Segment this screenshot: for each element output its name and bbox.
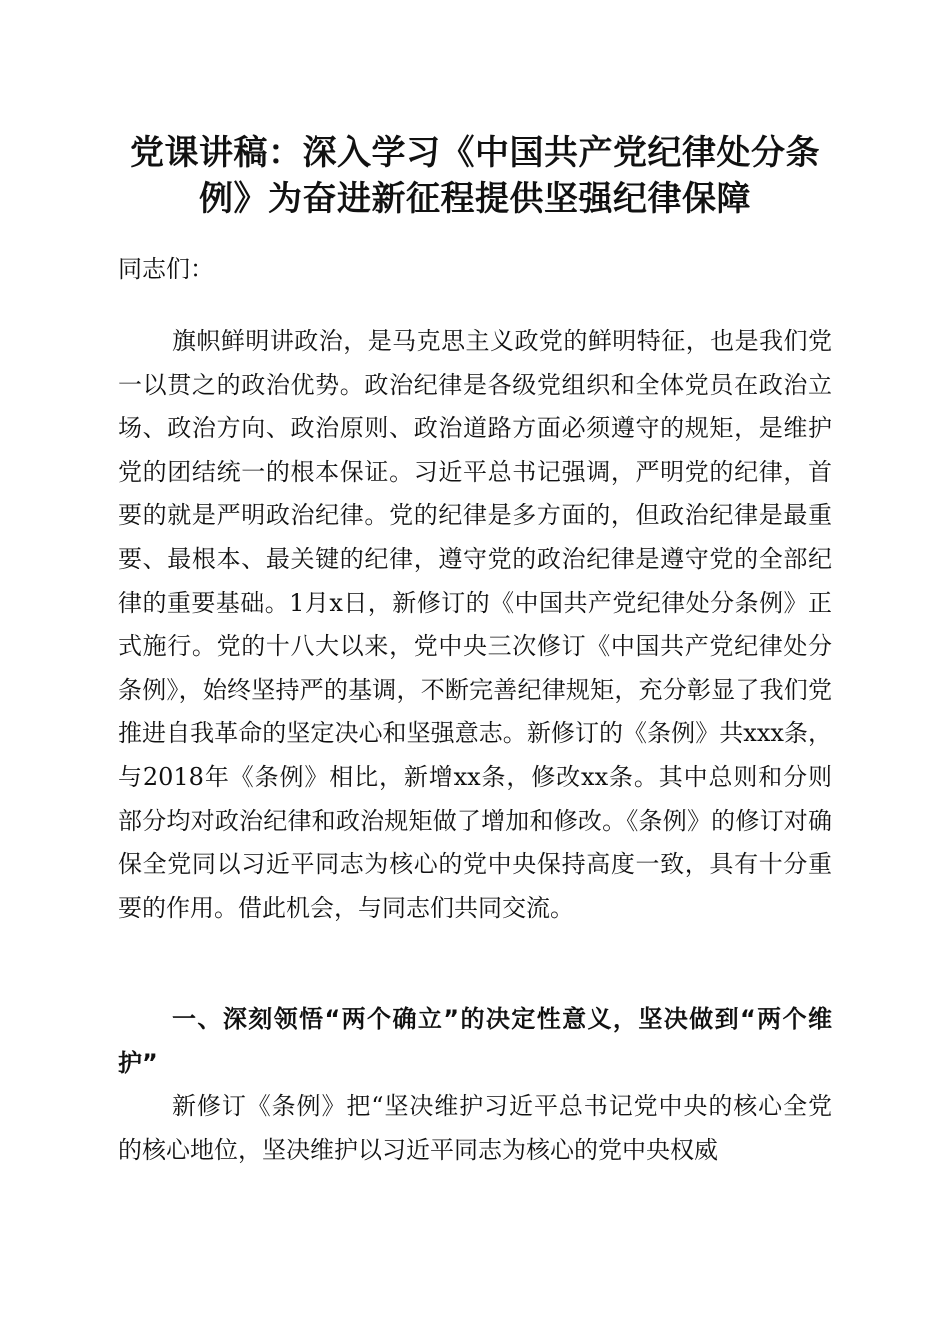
salutation: 同志们： [118,255,214,283]
title-line-1: 党课讲稿：深入学习《中国共产党纪律处分条 [130,133,820,173]
paragraph-section-1: 新修订《条例》把“坚决维护习近平总书记党中央的核心全党的核心地位，坚决维护以习近平同志为核心的党中央权威 [118,1092,832,1164]
paragraph-intro: 旗帜鲜明讲政治，是马克思主义政党的鲜明特征，也是我们党一以贯之的政治优势。政治纪律是各级党组织和全体党员在政治立场、政治方向、政治原则、政治道路方面必须遵守的规矩，是维护党的团结统一的根本保证。习近平总书记强调，严明党的纪律，首要的就是严明政治纪律。党的纪律是多方面的，但政治纪律是最重要、最根本、最关键的纪律，遵守党的政治纪律是遵守党的全部纪律的重要基础。1月x日，新修订的《中国共产党纪律处分条例》正式施行。党的十八大以来，党中央三次修订《中国共产党纪律处分条例》，始终坚持严的基调，不断完善纪律规矩，充分彰显了我们党推进自我革命的坚定决心和坚强意志。新修订的《条例》共xxx条，与2018年《条例》相比，新增xx条，修改xx条。其中总则和分则部分均对政治纪律和政治规矩做了增加和修改。《条例》的修订对确保全党同以习近平同志为核心的党中央保持高度一致，具有十分重要的作用。借此机会，与同志们共同交流。 [118,327,832,922]
title-line-2: 例》为奋进新征程提供坚强纪律保障 [199,179,751,219]
document-title [100,130,850,222]
section-heading-1: 一、深刻领悟“两个确立”的决定性意义，坚决做到“两个维护” [118,1005,832,1077]
